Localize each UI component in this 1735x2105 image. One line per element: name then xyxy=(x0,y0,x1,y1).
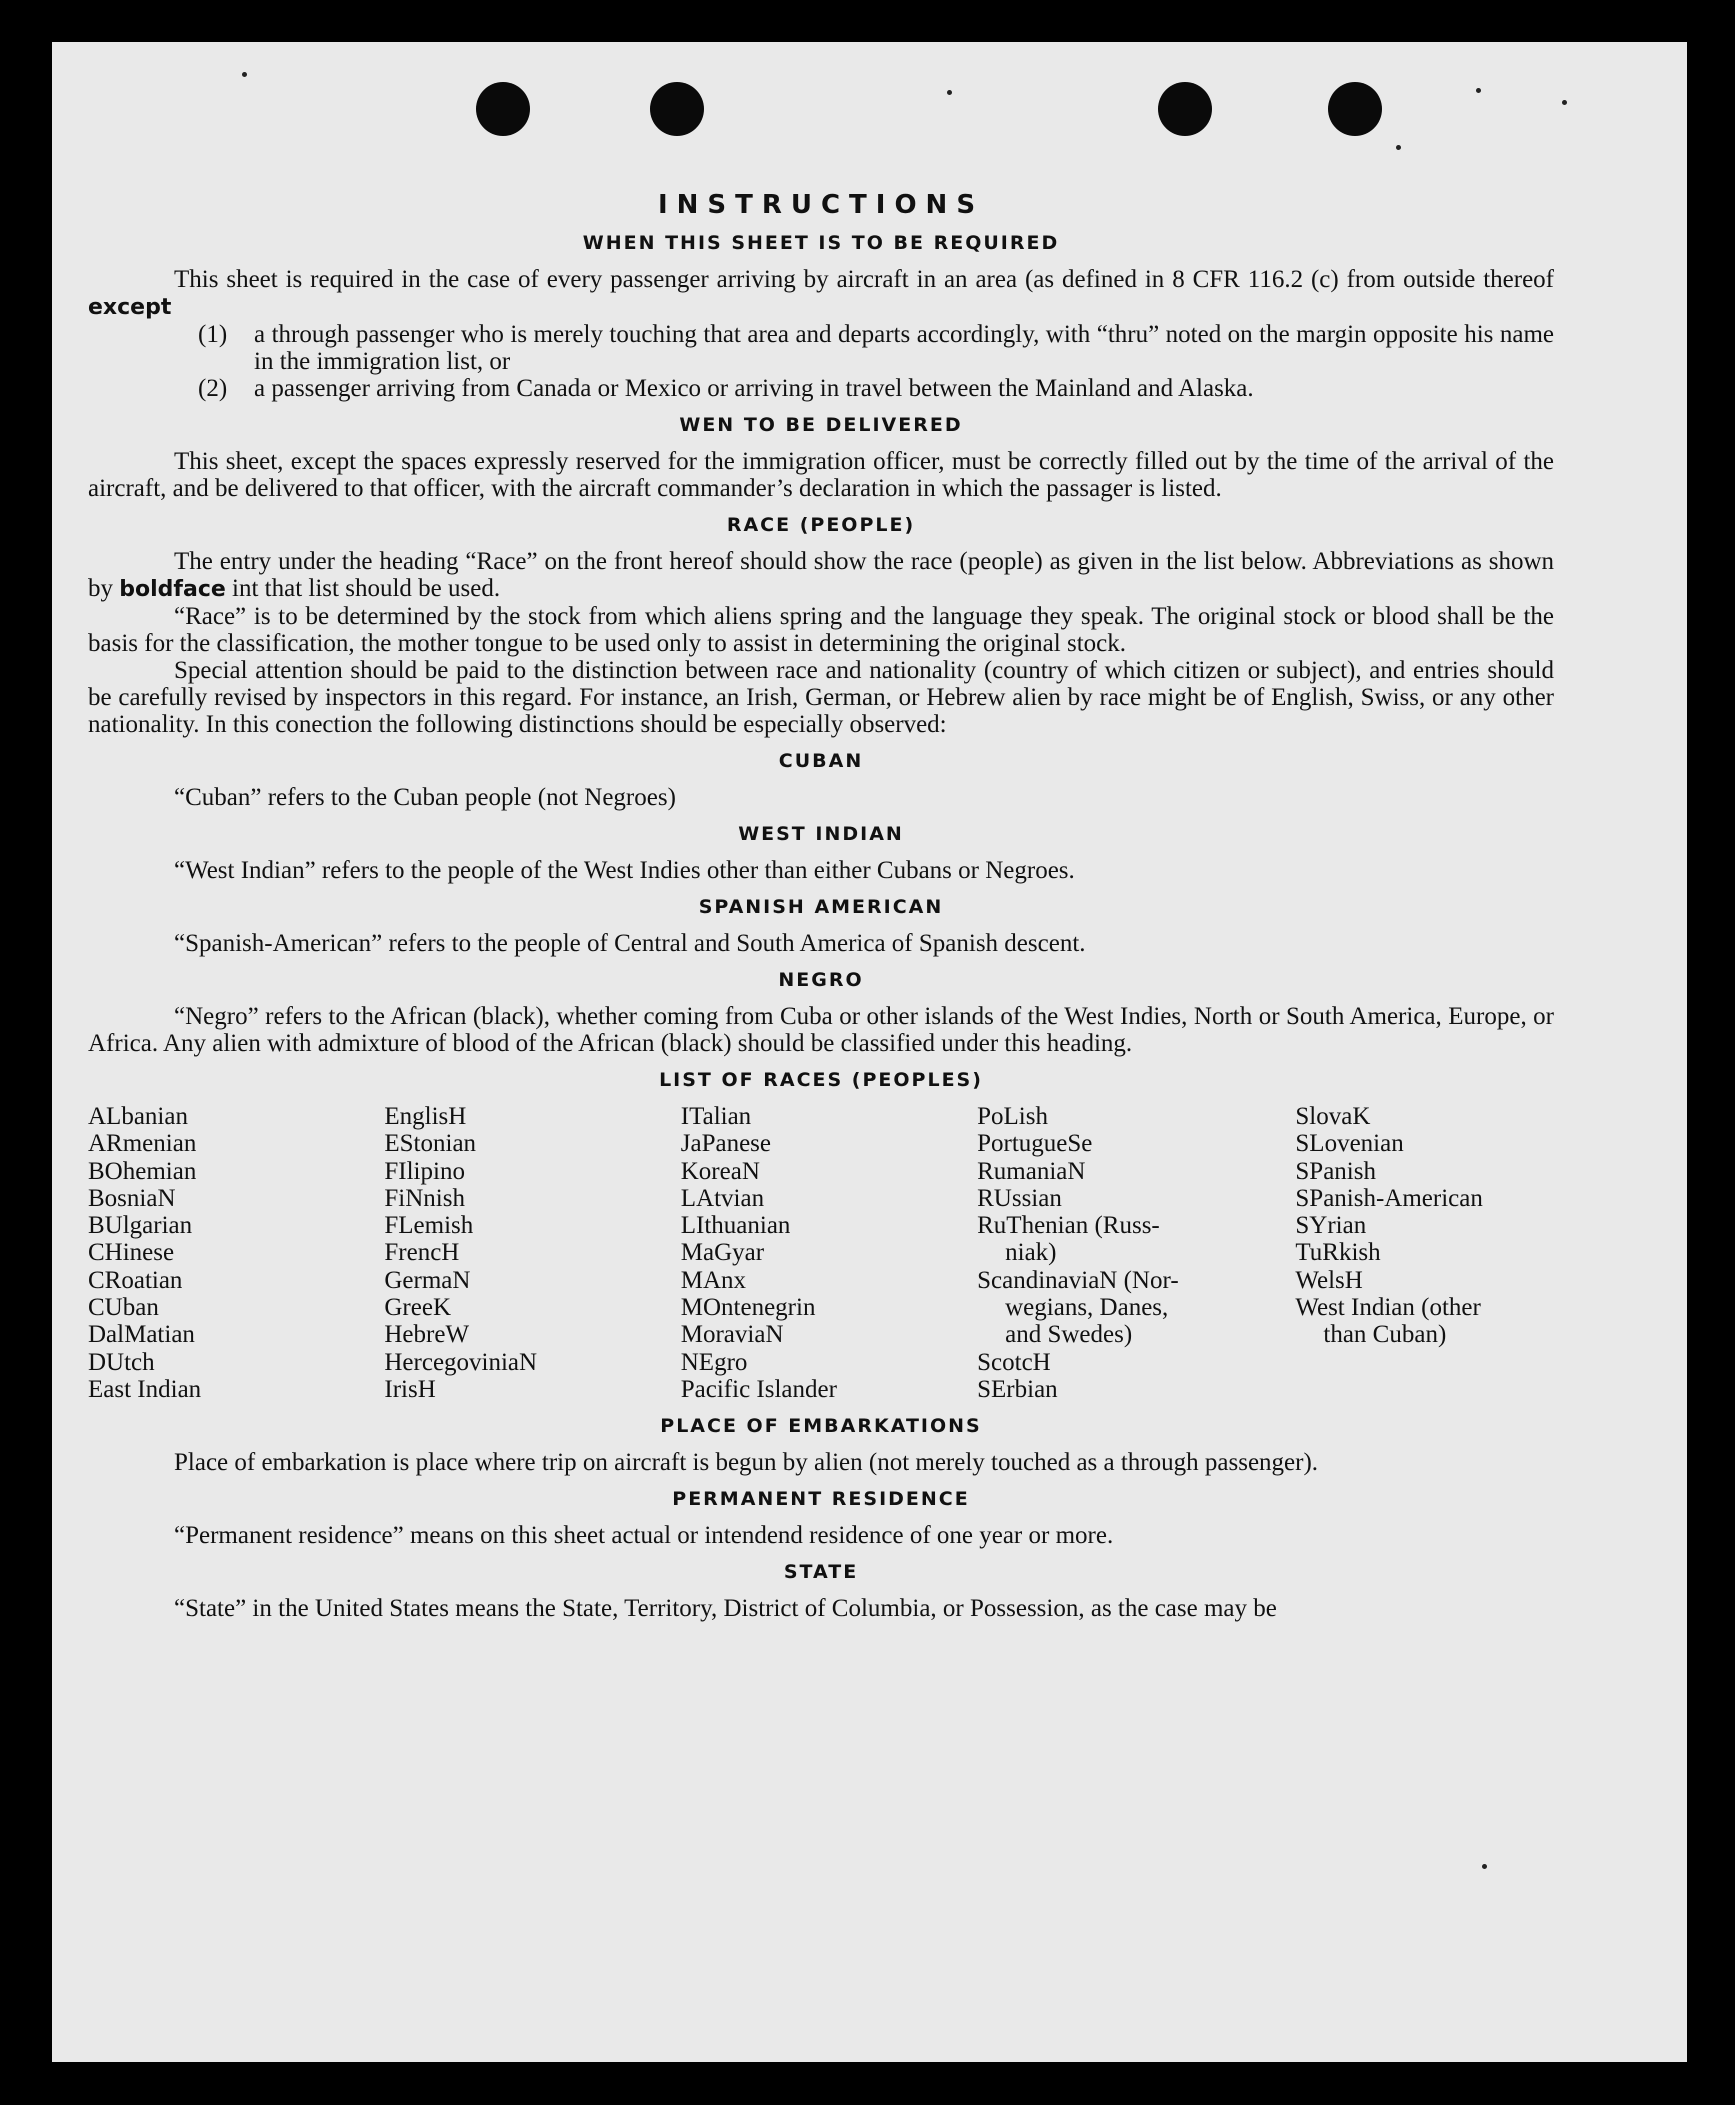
race-entry: DUtch xyxy=(88,1348,155,1376)
race-entry: RUssian xyxy=(977,1184,1062,1212)
punch-hole-1 xyxy=(476,82,530,136)
races-list xyxy=(88,1103,1554,1403)
race-entry: ARmenian xyxy=(88,1130,197,1158)
race-entry: SlovaK xyxy=(1295,1103,1371,1130)
permanent-residence-paragraph: “Permanent residence” means on this sheet actual or intendend residence of one year or more. xyxy=(174,1522,1114,1550)
punch-hole-3 xyxy=(1158,82,1212,136)
race-entry: WelsH xyxy=(1295,1266,1363,1294)
race-entry: PortugueSe xyxy=(977,1130,1093,1158)
race-entry: FrencH xyxy=(384,1239,460,1267)
when-required-paragraph xyxy=(88,266,1554,321)
races-column-5 xyxy=(1295,1103,1554,1403)
race-entry: SPanish xyxy=(1295,1157,1376,1185)
race-paragraph-3: Special attention should be paid to the distinction between race and nationality (country of which citizen or subject), and entries should be carefully revised by inspectors in this regard. For instance, an Irish, German, or Hebrew alien by race might be of English, Swiss, or any other nationality. In this conection the following distinctions should be especially observed: xyxy=(88,657,1554,738)
race-entry-continued: niak) xyxy=(1005,1239,1057,1267)
race-paragraph-1 xyxy=(88,548,1554,603)
page-title: INSTRUCTIONS xyxy=(657,190,985,220)
race-entry: BOhemian xyxy=(88,1157,197,1185)
section-heading-embarkation: PLACE OF EMBARKATIONS xyxy=(660,1415,982,1438)
race-entry: LAtvian xyxy=(680,1184,765,1212)
section-heading-permanent-residence: PERMANENT RESIDENCE xyxy=(672,1488,970,1511)
when-delivered-paragraph: This sheet, except the spaces expressly reserved for the immigration officer, must be correctly filled out by the time of the arrival of the aircraft, and be delivered to that officer, with the aircraft commander’s declaration in which the passager is listed. xyxy=(88,448,1554,502)
race-entry: DalMatian xyxy=(88,1321,195,1349)
race-entry: FiNnish xyxy=(384,1184,465,1212)
instructions-content xyxy=(88,190,1554,1622)
races-column-1 xyxy=(88,1103,384,1403)
spanish-american-paragraph: “Spanish-American” refers to the people of Central and South America of Spanish descent. xyxy=(174,930,1086,957)
speck xyxy=(1396,145,1401,150)
item-text: a passenger arriving from Canada or Mexico or arriving in travel between the Mainland and Alaska. xyxy=(254,375,1254,402)
cuban-paragraph: “Cuban” refers to the Cuban people (not Negroes) xyxy=(174,784,676,811)
race-entry: EStonian xyxy=(384,1130,477,1158)
punch-hole-4 xyxy=(1328,82,1382,136)
race-entry: HebreW xyxy=(384,1321,470,1349)
exceptions-list xyxy=(198,321,1554,402)
when-required-intro: This sheet is required in the case of every passenger arriving by aircraft in an area (as defined in 8 CFR 116.2 (c) from outside thereof xyxy=(174,266,1554,293)
race-entry: RumaniaN xyxy=(977,1157,1086,1185)
list-item xyxy=(198,321,1554,375)
west-indian-paragraph: “West Indian” refers to the people of the West Indies other than either Cubans or Negroes. xyxy=(174,857,1075,884)
section-heading-west-indian: WEST INDIAN xyxy=(738,823,904,845)
race-entry: ALbanian xyxy=(88,1103,188,1130)
race-entry: CHinese xyxy=(88,1239,175,1267)
race-entry: CRoatian xyxy=(88,1266,183,1294)
item-number: (1) xyxy=(198,321,228,348)
race-entry: SYrian xyxy=(1295,1212,1367,1240)
race-p1-b: int that list should be used. xyxy=(232,575,501,602)
race-entry: BUlgarian xyxy=(88,1212,193,1240)
race-entry: FIlipino xyxy=(384,1157,465,1185)
race-entry: MoraviaN xyxy=(680,1321,784,1349)
speck xyxy=(947,90,952,95)
race-paragraph-2: “Race” is to be determined by the stock from which aliens spring and the language they speak. The original stock or blood shall be the basis for the classification, the mother tongue to be used only to assist in determining the original stock. xyxy=(88,603,1554,657)
section-heading-state: STATE xyxy=(783,1561,859,1584)
list-item xyxy=(198,375,1554,402)
except-emphasis: except xyxy=(88,295,172,320)
race-entry: Pacific Islander xyxy=(680,1375,837,1403)
races-column-3 xyxy=(681,1103,977,1403)
section-heading-list-of-races: LIST OF RACES (PEOPLES) xyxy=(659,1069,983,1091)
race-entry: NEgro xyxy=(680,1348,748,1376)
speck xyxy=(1562,100,1567,105)
race-entry: ScotcH xyxy=(977,1348,1051,1376)
item-number: (2) xyxy=(198,375,228,402)
race-entry: PoLish xyxy=(977,1103,1048,1130)
speck xyxy=(1476,88,1481,93)
race-entry: KoreaN xyxy=(680,1157,760,1185)
section-heading-negro: NEGRO xyxy=(778,969,864,991)
race-entry: SErbian xyxy=(977,1375,1058,1403)
section-heading-cuban: CUBAN xyxy=(778,750,864,772)
race-entry: BosniaN xyxy=(88,1184,176,1212)
race-entry: MAnx xyxy=(680,1266,747,1294)
race-p1-a: The entry under the heading “Race” on the front hereof should show the race (people) as given in the list below. Abbreviations as shown by xyxy=(88,548,1554,602)
embarkation-paragraph: Place of embarkation is place where trip on aircraft is begun by alien (not merely touched as a through passenger). xyxy=(174,1449,1319,1477)
race-entry: MOntenegrin xyxy=(680,1294,816,1322)
race-entry: ScandinaviaN (Nor- xyxy=(977,1266,1179,1294)
race-entry: LIthuanian xyxy=(680,1212,791,1240)
race-entry: SLovenian xyxy=(1295,1130,1404,1158)
race-entry: SPanish-American xyxy=(1295,1184,1483,1212)
negro-paragraph: “Negro” refers to the African (black), whether coming from Cuba or other islands of the West Indies, North or South America, Europe, or Africa. Any alien with admixture of blood of the African (black) should be classified under this heading. xyxy=(88,1003,1554,1057)
race-entry: FLemish xyxy=(384,1212,474,1240)
race-entry-continued: and Swedes) xyxy=(1005,1321,1133,1349)
section-heading-race: RACE (PEOPLE) xyxy=(726,514,916,536)
state-paragraph: “State” in the United States means the State, Territory, District of Columbia, or Possession, as the case may be xyxy=(174,1595,1277,1623)
race-entry-continued: than Cuban) xyxy=(1323,1321,1447,1349)
punch-hole-2 xyxy=(650,82,704,136)
race-entry: CUban xyxy=(88,1294,159,1322)
race-entry: EnglisH xyxy=(384,1103,467,1130)
race-entry: RuThenian (Russ- xyxy=(977,1212,1160,1240)
boldface-emphasis: boldface xyxy=(119,577,226,602)
speck xyxy=(242,72,247,77)
section-heading-spanish-american: SPANISH AMERICAN xyxy=(698,896,944,918)
document-sheet xyxy=(52,42,1687,2062)
race-entry: GermaN xyxy=(384,1266,471,1294)
race-entry: IrisH xyxy=(384,1375,436,1403)
section-heading-when-required: WHEN THIS SHEET IS TO BE REQUIRED xyxy=(582,232,1060,254)
race-entry: MaGyar xyxy=(680,1239,765,1267)
races-column-2 xyxy=(384,1103,680,1403)
race-entry: ITalian xyxy=(680,1103,752,1130)
race-entry: TuRkish xyxy=(1295,1239,1381,1267)
race-entry-continued: wegians, Danes, xyxy=(1005,1294,1169,1322)
race-entry: JaPanese xyxy=(680,1130,771,1158)
section-heading-when-delivered: WEN TO BE DELIVERED xyxy=(679,414,963,436)
item-text: a through passenger who is merely touching that area and departs accordingly, with “thru” noted on the margin opposite his name in the immigration list, or xyxy=(254,321,1554,375)
races-column-4 xyxy=(977,1103,1295,1403)
race-entry: GreeK xyxy=(384,1294,452,1322)
race-entry: East Indian xyxy=(88,1375,202,1403)
race-entry: West Indian (other xyxy=(1295,1294,1481,1322)
race-entry: HercegoviniaN xyxy=(384,1348,538,1376)
speck xyxy=(1482,1864,1487,1869)
